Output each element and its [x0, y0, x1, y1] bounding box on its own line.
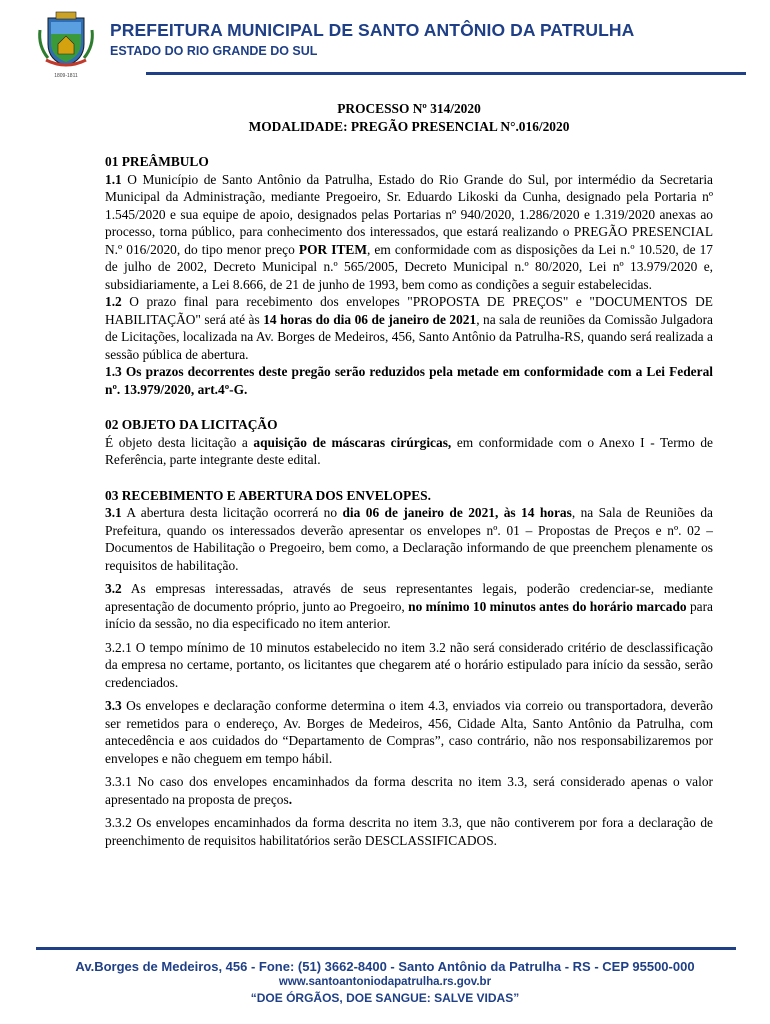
- footer-slogan: “DOE ÓRGÃOS, DOE SANGUE: SALVE VIDAS”: [250, 991, 520, 1005]
- paragraph-text: As empresas interessadas, através de seus representantes legais, poderão credenciar-se, mediante apresentação de documento próprio, junto ao Pregoeiro,: [105, 581, 713, 614]
- item-number: 3.2: [105, 581, 122, 596]
- emphasis: .: [288, 791, 293, 807]
- paragraph-text: , na sala de reuniões da Comissão Julgadora de Licitações, localizada na Av. Borges de Medeiros, 456, Santo Antônio da Patrulha-RS, quando será realizada a sessão pública de abertura.: [105, 311, 713, 362]
- paragraph-3-3-2: 3.3.2 Os envelopes encaminhados da forma descrita no item 3.3, que não contiverem por fora a declaração de preenchimento de requisitos habilitatórios serão DESCLASSIFICADOS.: [105, 815, 713, 848]
- emphasis: no mínimo 10 minutos antes do horário marcado: [408, 598, 687, 614]
- emphasis: POR ITEM: [298, 241, 367, 257]
- item-number: 3.1: [105, 505, 122, 520]
- letterhead-footer: [0, 958, 770, 1006]
- paragraph-1-3: 1.3 Os prazos decorrentes deste pregão serão reduzidos pela metade em conformidade com a Lei Federal nº. 13.979/2020, art.4º-G.: [105, 364, 713, 397]
- emphasis: 14 horas do dia 06 de janeiro de 2021: [263, 311, 477, 327]
- municipal-crest-icon: [36, 10, 96, 68]
- paragraph-text: A abertura desta licitação ocorrerá no: [121, 505, 343, 520]
- paragraph-text: O prazo final para recebimento dos envelopes "PROPOSTA DE PREÇOS" e "DOCUMENTOS DE HABILITAÇÃO" será até às: [105, 294, 713, 327]
- paragraph-3-3-1: [105, 773, 713, 808]
- letterhead: [36, 10, 736, 79]
- header-subtitle: ESTADO DO RIO GRANDE DO SUL: [110, 44, 318, 58]
- item-number: 1.1: [105, 171, 122, 187]
- emphasis: dia 06 de janeiro de 2021, às 14 horas: [342, 505, 572, 520]
- document-body: [105, 100, 713, 849]
- paragraph-2: [105, 434, 713, 469]
- paragraph-text: É objeto desta licitação a: [105, 434, 254, 450]
- section-03-title: 03 RECEBIMENTO E ABERTURA DOS ENVELOPES.: [105, 487, 431, 503]
- paragraph-text: em conformidade com o Anexo I - Termo de Referência, parte integrante deste edital.: [105, 434, 713, 467]
- paragraph-1-2: [105, 293, 713, 363]
- paragraph-1-1: [105, 171, 713, 294]
- paragraph-text: , na Sala de Reuniões da Prefeitura, quando os interessados deverão apresentar os envelopes nº. 01 – Propostas de Preços e nº. 02 – Documentos de Habilitação o Pregoeiro, bem como, a Declaração informando de que preenchem plenamente os requisitos de habilitação.: [105, 505, 713, 573]
- crest-year: 1809-1811: [54, 73, 78, 79]
- header-divider: [146, 72, 746, 75]
- item-number: 1.2: [105, 294, 122, 309]
- paragraph-3-3: [105, 697, 713, 767]
- paragraph-text: O Município de Santo Antônio da Patrulha, Estado do Rio Grande do Sul, por intermédio da Secretaria Municipal da Administração, mediante Pregoeiro, Sr. Eduardo Likoski da Cunha, designado pela Portaria nº 1.545/2020 e sua equipe de apoio, designados pelas Portarias nº 940/2020, 1.286/2020 e 1.319/2020 anexas ao processo, torna público, para conhecimento dos interessados, que estará realizando o PREGÃO PRESENCIAL N.º 016/2020, do tipo menor preço: [105, 171, 713, 257]
- paragraph-text: 3.3.1 No caso dos envelopes encaminhados da forma descrita no item 3.3, será considerado apenas o valor apresentado na proposta de preços: [105, 774, 713, 807]
- footer-address: Av.Borges de Medeiros, 456 - Fone: (51) 3662-8400 - Santo Antônio da Patrulha - RS - CEP 95500-000: [75, 959, 695, 974]
- paragraph-text: para início da sessão, no dia especificado no item anterior.: [105, 598, 713, 631]
- paragraph-text: , em conformidade com as disposições da Lei n.º 10.520, de 17 de julho de 2002, Decreto Municipal n.º 565/2005, Decreto Municipal n.º 80/2020, Lei nº 13.979/2020 e, subsidiariamente, a Lei 8.666, de 21 de junho de 1993, bem como as condições a seguir estabelecidas.: [105, 241, 714, 292]
- paragraph-3-2: [105, 580, 713, 633]
- emphasis: aquisição de máscaras cirúrgicas,: [253, 434, 452, 450]
- header-title: PREFEITURA MUNICIPAL DE SANTO ANTÔNIO DA PATRULHA: [110, 20, 635, 40]
- paragraph-text: Os envelopes e declaração conforme determina o item 4.3, enviados via correio ou transportadora, deverão ser remetidos para o endereço, Av. Borges de Medeiros, 456, Cidade Alta, Santo Antônio da Patrulha, com antecedência e aos cuidados do “Departamento de Compras”, caso contrário, não nos responsabilizaremos por envelopes e não cheguem em tempo hábil.: [105, 698, 713, 766]
- section-01-title: 01 PREÂMBULO: [105, 154, 209, 169]
- section-02-title: 02 OBJETO DA LICITAÇÃO: [105, 417, 278, 432]
- footer-divider: [36, 947, 736, 950]
- paragraph-3-2-1: 3.2.1 O tempo mínimo de 10 minutos estabelecido no item 3.2 não será considerado critério de desclassificação da empresa no certame, portanto, os licitantes que chegarem até o horário estipulado para início da sessão, serão credenciados.: [105, 639, 713, 690]
- item-number: 3.3: [105, 698, 122, 713]
- footer-website: www.santoantoniodapatrulha.rs.gov.br: [278, 976, 492, 988]
- process-number: PROCESSO Nº 314/2020: [337, 101, 481, 116]
- paragraph-3-1: [105, 504, 713, 574]
- modality: MODALIDADE: PREGÃO PRESENCIAL N°.016/2020: [248, 118, 570, 134]
